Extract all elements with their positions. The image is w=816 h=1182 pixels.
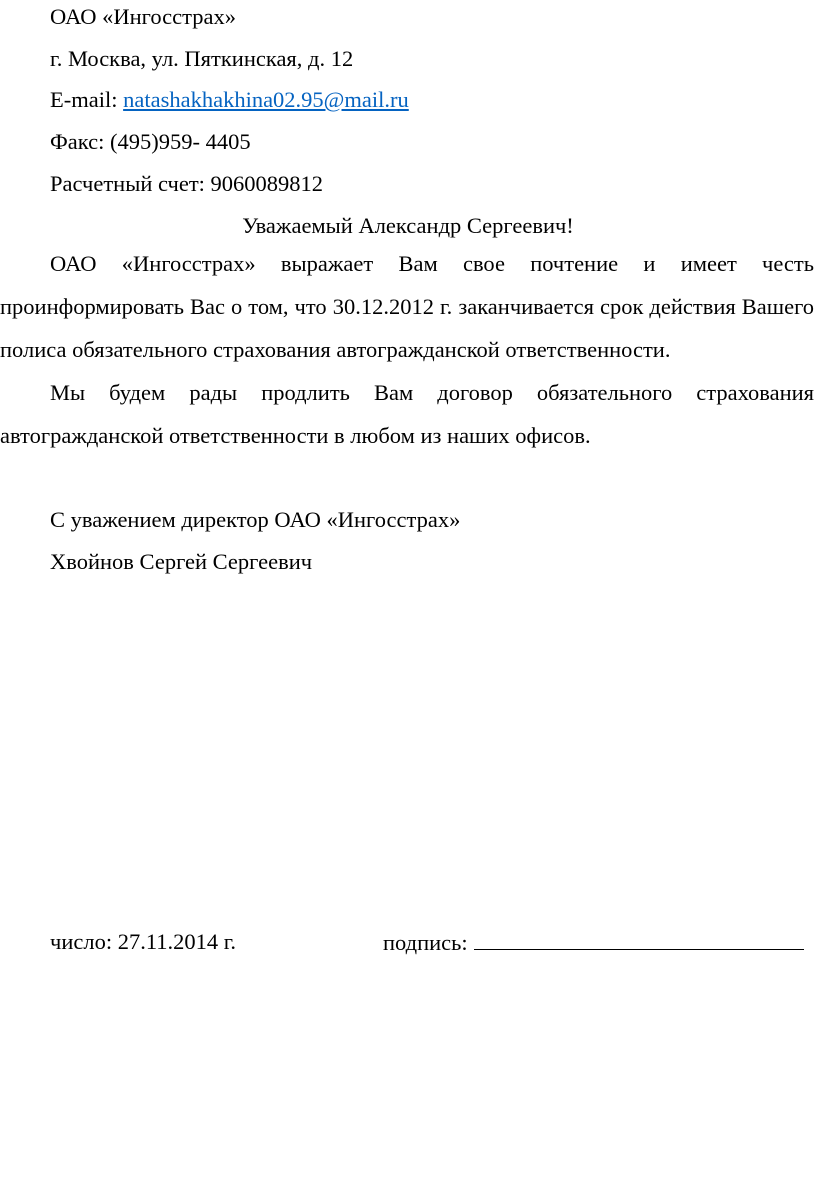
salutation: Уважаемый Александр Сергеевич! [242, 213, 574, 238]
email-line [50, 87, 409, 113]
company-address: г. Москва, ул. Пяткинская, д. 12 [50, 46, 354, 71]
account-line: Расчетный счет: 9060089812 [50, 171, 324, 196]
paragraph-expiry-notice: ОАО «Ингосстрах» выражает Вам свое почтение и имеет честь проинформировать Вас о том, что 30.12.2012 г. заканчивается срок действия Вашего полиса обязательного страхования автогражданской ответственности. [0, 251, 814, 362]
date-line: число: 27.11.2014 г. [50, 929, 237, 954]
company-name: ОАО «Ингосстрах» [50, 4, 236, 29]
email-link[interactable]: natashakhakhina02.95@mail.ru [123, 87, 409, 112]
signature-blank-line [474, 929, 804, 950]
closing-regards: С уважением директор ОАО «Ингосстрах» [50, 507, 461, 532]
fax-line: Факс: (495)959- 4405 [50, 129, 251, 154]
signature-field [383, 929, 804, 956]
paragraph-renewal-offer: Мы будем рады продлить Вам договор обязательного страхования автогражданской ответственности в любом из наших офисов. [0, 380, 814, 448]
signature-label: подпись: [383, 930, 468, 955]
signer-name: Хвойнов Сергей Сергеевич [50, 549, 313, 574]
email-label: E-mail: [50, 87, 124, 112]
